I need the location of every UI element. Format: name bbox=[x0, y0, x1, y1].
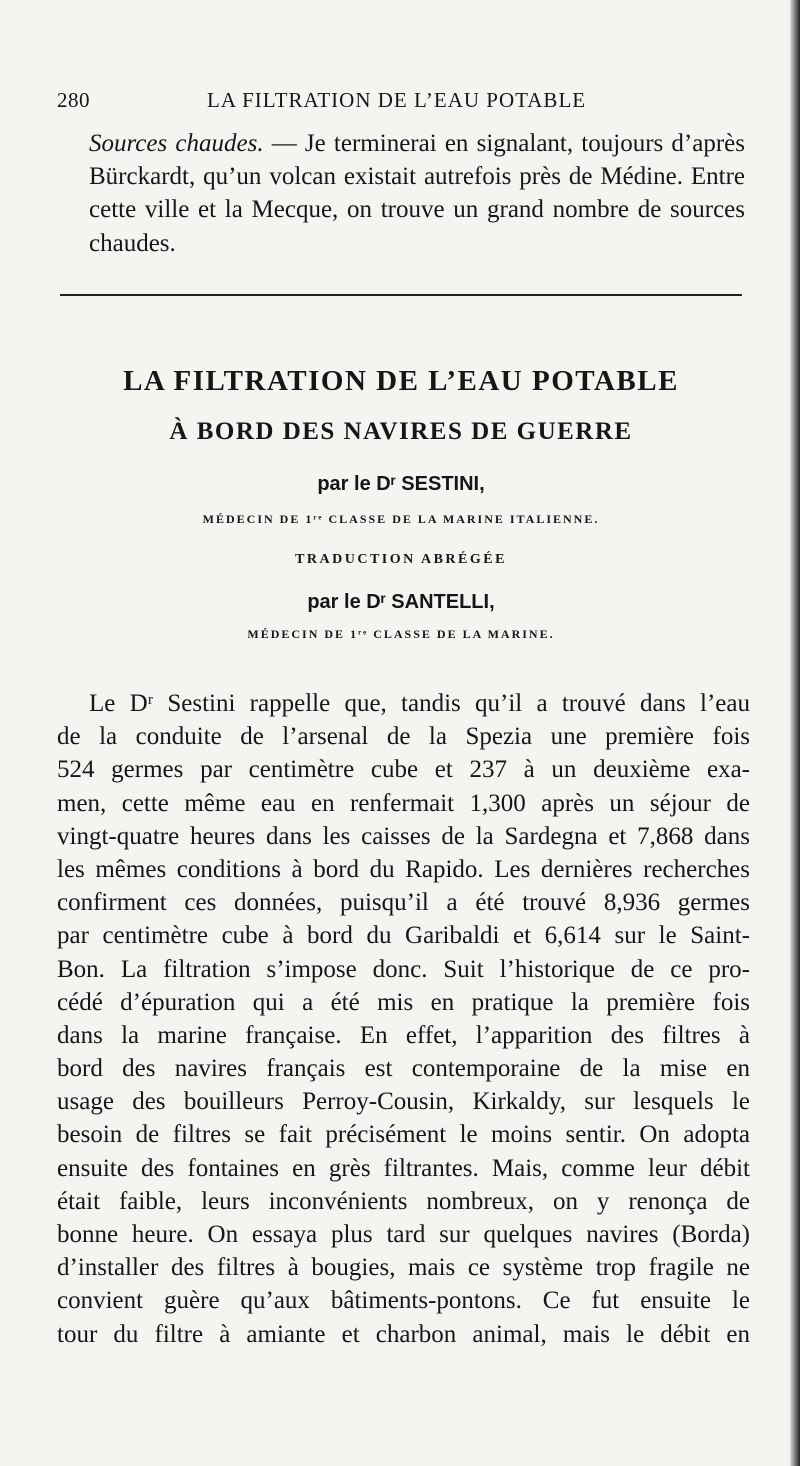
page-edge-shadow bbox=[790, 0, 800, 1466]
body-line: tour du filtre à amiante et charbon animal, mais le débit en bbox=[57, 1320, 750, 1348]
body-line: cédé d’épuration qui a été mis en pratique la première fois bbox=[57, 988, 750, 1016]
article-title-line-2: À BORD DES NAVIRES DE GUERRE bbox=[169, 418, 633, 445]
intro-line-2: Bürckardt, qu’un volcan existait autrefois près de Médine. Entre bbox=[89, 163, 745, 191]
author-role: MÉDECIN DE 1ʳᵉ CLASSE DE LA MARINE ITALIENNE. bbox=[202, 512, 600, 526]
body-paragraph bbox=[57, 688, 750, 1352]
intro-lead-italic: Sources chaudes. bbox=[89, 130, 264, 157]
body-line: était faible, leurs inconvénients nombreux, on y renonça de bbox=[57, 1187, 750, 1215]
intro-line-4: chaudes. bbox=[89, 229, 176, 257]
body-line: 524 germes par centimètre cube et 237 à un deuxième exa- bbox=[57, 756, 750, 784]
body-line: ensuite des fontaines en grès filtrantes. Mais, comme leur débit bbox=[57, 1154, 750, 1182]
body-line: usage des bouilleurs Perroy-Cousin, Kirkaldy, sur lesquels le bbox=[57, 1088, 750, 1116]
body-line: vingt-quatre heures dans les caisses de la Sardegna et 7,868 dans bbox=[57, 822, 750, 850]
section-divider bbox=[60, 294, 742, 296]
body-line: Le Dʳ Sestini rappelle que, tandis qu’il a trouvé dans l’eau bbox=[89, 690, 750, 717]
body-line: de la conduite de l’arsenal de la Spezia une première fois bbox=[57, 723, 750, 751]
body-line: convient guère qu’aux bâtiments-pontons. Ce fut ensuite le bbox=[57, 1287, 750, 1315]
body-line: bonne heure. On essaya plus tard sur quelques navires (Borda) bbox=[57, 1221, 750, 1248]
article-title-line-1: LA FILTRATION DE L’EAU POTABLE bbox=[123, 365, 679, 397]
body-line: dans la marine française. En effet, l’apparition des filtres à bbox=[57, 1021, 750, 1049]
body-line: besoin de filtres se fait précisément le moins sentir. On adopta bbox=[57, 1121, 750, 1149]
translator-byline: par le Dʳ SANTELLI, bbox=[307, 591, 495, 613]
body-line: Bon. La filtration s’impose donc. Suit l’historique de ce pro- bbox=[57, 955, 750, 983]
body-line: confirment ces données, puisqu’il a été trouvé 8,936 germes bbox=[57, 889, 750, 917]
author-byline: par le Dʳ SESTINI, bbox=[317, 473, 485, 495]
intro-paragraph bbox=[57, 128, 745, 261]
page-number: 280 bbox=[57, 88, 90, 112]
body-line: les mêmes conditions à bord du Rapido. Les dernières recherches bbox=[57, 855, 750, 883]
running-head: LA FILTRATION DE L’EAU POTABLE bbox=[207, 88, 587, 112]
translation-note: TRADUCTION ABRÉGÉE bbox=[295, 552, 507, 567]
body-line: men, cette même eau en renfermait 1,300 après un séjour de bbox=[57, 789, 750, 817]
intro-line-1: Sources chaudes. — Je terminerai en signalant, toujours d’après bbox=[89, 130, 745, 157]
intro-line-3: cette ville et la Mecque, on trouve un grand nombre de sources bbox=[89, 196, 745, 224]
body-line: bord des navires français est contemporaine de la mise en bbox=[57, 1055, 750, 1083]
body-line: par centimètre cube à bord du Garibaldi et 6,614 sur le Saint- bbox=[57, 922, 750, 950]
translator-role: MÉDECIN DE 1ʳᵉ CLASSE DE LA MARINE. bbox=[247, 627, 555, 641]
body-line: d’installer des filtres à bougies, mais ce système trop fragile ne bbox=[57, 1254, 750, 1282]
